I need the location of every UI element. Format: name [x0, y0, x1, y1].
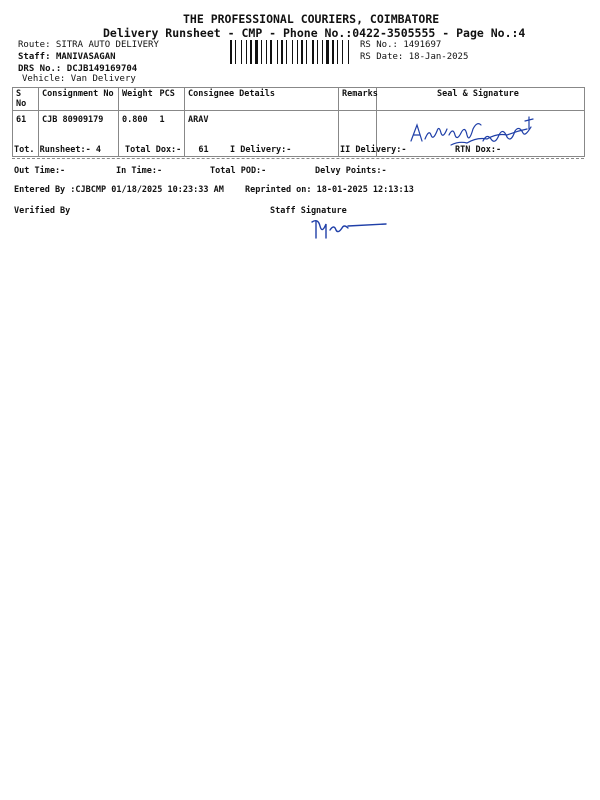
barcode-bar: [301, 40, 303, 64]
out-time: Out Time:-: [14, 166, 66, 176]
barcode-bar: [261, 40, 262, 64]
total-dox-label: Total Dox:-: [125, 145, 182, 155]
barcode-bar: [308, 40, 311, 64]
cell-sno: 61: [13, 111, 39, 157]
total-dox: [125, 145, 209, 155]
staff-label: Staff:: [18, 52, 51, 62]
vehicle-text: Vehicle: Van Delivery: [22, 74, 136, 84]
ii-delivery: II Delivery:-: [340, 145, 407, 155]
barcode-bar: [306, 40, 307, 64]
barcode-bar: [237, 40, 240, 64]
barcode-bar: [294, 40, 296, 64]
entered-by: Entered By :CJBCMP 01/18/2025 10:23:33 AM: [14, 185, 224, 195]
barcode-bar: [270, 40, 272, 64]
cell-consignee: ARAV: [185, 111, 339, 157]
total-pod: Total POD:-: [210, 166, 267, 176]
rs-number: RS No.: 1491697: [360, 40, 442, 50]
barcode-bar: [339, 40, 341, 64]
drs-label: DRS No.:: [18, 64, 62, 74]
col-signature: Seal & Signature: [377, 88, 585, 111]
barcode-bar: [248, 40, 249, 64]
staff-signature-mark: [308, 216, 388, 244]
col-pcs: PCS: [157, 88, 185, 111]
cell-pcs: 1: [157, 111, 185, 157]
barcode-bar: [312, 40, 314, 64]
barcode-bar: [233, 40, 234, 64]
route-text: Route: SITRA AUTO DELIVERY: [18, 40, 159, 50]
barcode-bar: [268, 40, 269, 64]
barcode-bar: [255, 40, 258, 64]
barcode-bar: [241, 40, 242, 64]
barcode-bar: [315, 40, 316, 64]
barcode-bar: [250, 40, 252, 64]
staff-signature-label: Staff Signature: [270, 206, 347, 216]
barcode-bar: [299, 40, 300, 64]
barcode-bar: [344, 40, 347, 64]
verified-by: Verified By: [14, 206, 71, 216]
drs-value: DCJB149169704: [66, 64, 138, 74]
total-dox-value: 61: [198, 145, 209, 155]
barcode-bar: [230, 40, 232, 64]
barcode-bar: [348, 40, 349, 64]
barcode-bar: [286, 40, 287, 64]
delvy-points: Delvy Points:-: [315, 166, 387, 176]
barcode-bar: [319, 40, 321, 64]
barcode-bar: [292, 40, 293, 64]
runsheet-subtitle: Delivery Runsheet - CMP - Phone No.:0422-3505555 - Page No.:4: [103, 26, 526, 40]
barcode-bar: [342, 40, 343, 64]
barcode-bar: [337, 40, 338, 64]
staff-line: [18, 52, 116, 62]
barcode-bar: [284, 40, 285, 64]
col-weight: Weight: [119, 88, 157, 111]
barcode-image: [230, 40, 352, 64]
barcode-bar: [235, 40, 236, 64]
barcode-bar: [322, 40, 323, 64]
i-delivery: I Delivery:-: [230, 145, 292, 155]
company-title: THE PROFESSIONAL COURIERS, COIMBATORE: [183, 12, 440, 26]
barcode-bar: [297, 40, 298, 64]
barcode-bar: [266, 40, 267, 64]
barcode-bar: [326, 40, 329, 64]
barcode-bar: [281, 40, 283, 64]
barcode-bar: [304, 40, 305, 64]
divider-line: [12, 158, 584, 159]
drs-line: [18, 64, 137, 74]
in-time: In Time:-: [116, 166, 163, 176]
barcode-bar: [273, 40, 276, 64]
cell-weight: 0.800: [119, 111, 157, 157]
col-sno: S No: [13, 88, 39, 111]
reprinted-on: Reprinted on: 18-01-2025 12:13:13: [245, 185, 414, 195]
col-consignee: Consignee Details: [185, 88, 339, 111]
barcode-bar: [330, 40, 331, 64]
barcode-bar: [324, 40, 325, 64]
col-consignment: Consignment No: [39, 88, 119, 111]
barcode-bar: [288, 40, 291, 64]
barcode-bar: [253, 40, 254, 64]
barcode-bar: [332, 40, 334, 64]
barcode-bar: [279, 40, 280, 64]
tot-runsheet: Tot. Runsheet:- 4: [14, 145, 101, 155]
rs-date: RS Date: 18-Jan-2025: [360, 52, 469, 62]
barcode-bar: [243, 40, 245, 64]
staff-value: MANIVASAGAN: [55, 52, 116, 62]
barcode-bar: [335, 40, 336, 64]
barcode-bar: [259, 40, 260, 64]
col-remarks: Remarks: [339, 88, 377, 111]
table-header-row: [13, 88, 585, 111]
barcode-bar: [277, 40, 278, 64]
barcode-bar: [246, 40, 247, 64]
barcode-bar: [263, 40, 265, 64]
cell-consignment: CJB 80909179: [39, 111, 119, 157]
barcode-bar: [317, 40, 318, 64]
rtn-dox: RTN Dox:-: [455, 145, 502, 155]
